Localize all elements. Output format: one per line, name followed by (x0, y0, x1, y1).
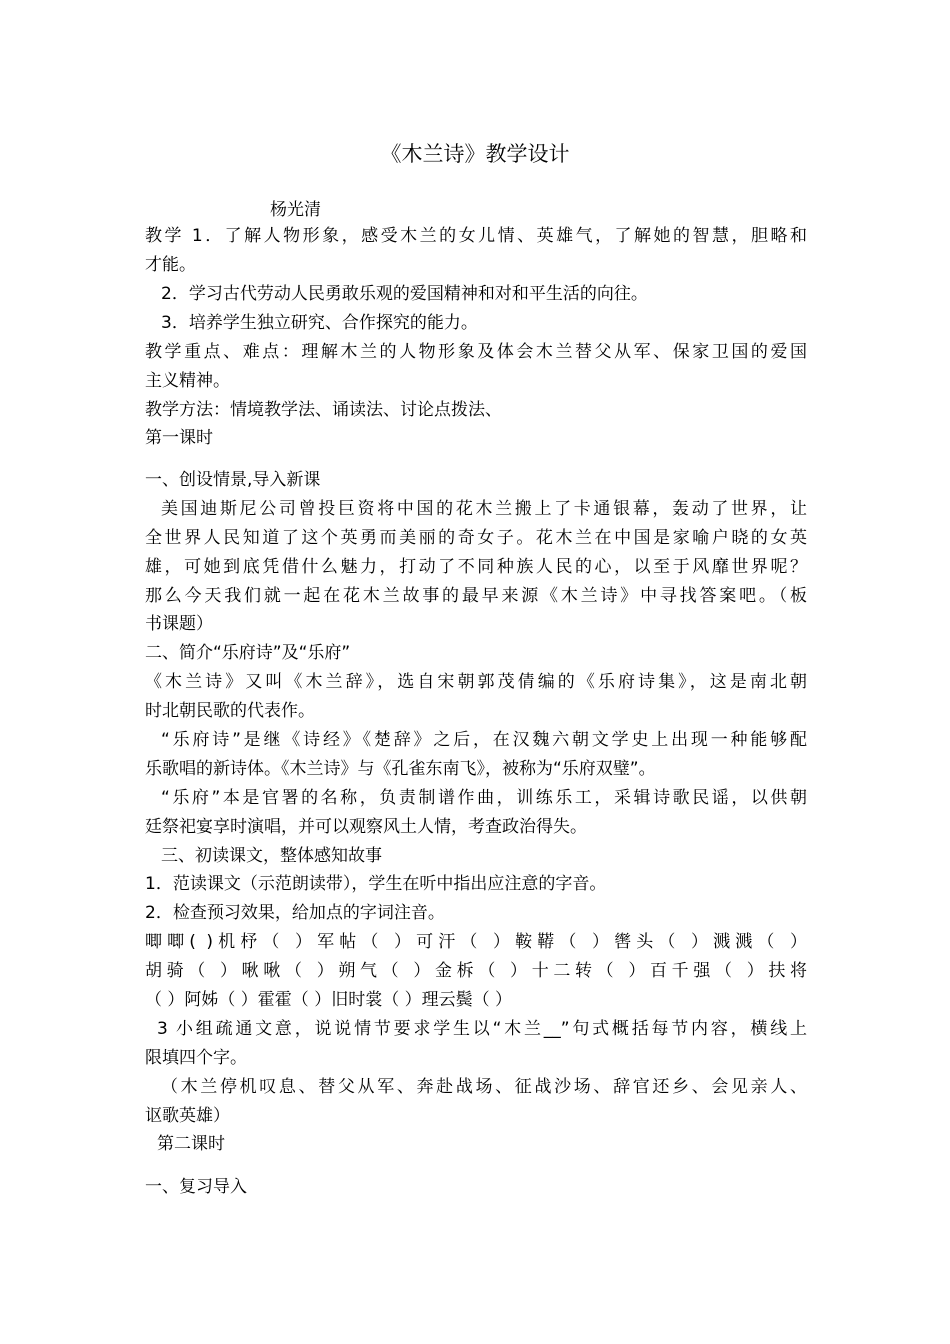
lesson-one-heading: 第一课时 (145, 428, 213, 448)
objective-line-2: 2．学习古代劳动人民勇敢乐观的爱国精神和对和平生活的向往。 (161, 284, 648, 304)
objective-line-1: 教学 1．了解人物形象，感受木兰的女儿情、英雄气，了解她的智慧，胆略和 (145, 226, 807, 246)
objective-line-1-cont: 才能。 (145, 255, 196, 275)
yuefu-paragraph-line: 《木兰诗》又叫《木兰辞》，选自宋朝郭茂倩编的《乐府诗集》，这是南北朝 (145, 672, 807, 692)
document-title: 《木兰诗》教学设计 (380, 142, 570, 166)
section-3-heading: 三、初读课文，整体感知故事 (161, 846, 382, 866)
pronunciation-line: 唧唧( )机杼（ ）军帖（ ）可汗（ ）鞍鞯（ ）辔头（ ）溅溅（ ） (145, 932, 807, 952)
intro-paragraph-line: 雄，可她到底凭借什么魅力，打动了不同种族人民的心，以至于风靡世界呢？ (145, 557, 807, 577)
step-2-line: 2．检查预习效果，给加点的字词注音。 (145, 903, 445, 923)
yuefu-paragraph-line: 廷祭祀宴享时演唱，并可以观察风土人情，考查政治得失。 (145, 817, 587, 837)
plot-summary-line: （木兰停机叹息、替父从军、奔赴战场、征战沙场、辞官还乡、会见亲人、 (161, 1077, 807, 1097)
intro-paragraph-line: 全世界人民知道了这个英勇而美丽的奇女子。花木兰在中国是家喻户晓的女英 (145, 528, 807, 548)
author-name: 杨光清 (270, 200, 321, 220)
objective-line-3: 3．培养学生独立研究、合作探究的能力。 (161, 313, 478, 333)
yuefu-paragraph-line: 乐歌唱的新诗体。《木兰诗》与《孔雀东南飞》，被称为“乐府双璧”。 (145, 759, 656, 779)
intro-paragraph-line: 那么今天我们就一起在花木兰故事的最早来源《木兰诗》中寻找答案吧。（板 (145, 586, 807, 606)
step-3-line: 3 小组疏通文意，说说情节要求学生以“木兰__”句式概括每节内容，横线上 (157, 1019, 807, 1039)
intro-paragraph-line: 书课题） (145, 614, 213, 634)
key-points-line: 教学重点、难点：理解木兰的人物形象及体会木兰替父从军、保家卫国的爱国 (145, 342, 807, 362)
pronunciation-line: 胡骑（ ）啾啾（ ）朔气（ ）金柝（ ）十二转（ ）百千强（ ）扶将 (145, 961, 807, 981)
yuefu-paragraph-line: “乐府诗”是继《诗经》《楚辞》之后，在汉魏六朝文学史上出现一种能够配 (161, 730, 807, 750)
plot-summary-line-cont: 讴歌英雄） (145, 1106, 230, 1126)
teaching-methods-line: 教学方法：情境教学法、诵读法、讨论点拨法、 (145, 400, 502, 420)
yuefu-paragraph-line: “乐府”本是官署的名称，负责制谱作曲，训练乐工，采辑诗歌民谣，以供朝 (161, 788, 807, 808)
pronunciation-line: （ ）阿姊（ ）霍霍（ ）旧时裳（ ）理云鬓（ ） (145, 990, 513, 1010)
section-1-heading: 一、创设情景,导入新课 (145, 470, 321, 490)
key-points-line-cont: 主义精神。 (145, 371, 230, 391)
lesson-two-heading: 第二课时 (157, 1134, 225, 1154)
yuefu-paragraph-line: 时北朝民歌的代表作。 (145, 701, 315, 721)
section-2-heading: 二、简介“乐府诗”及“乐府” (145, 643, 351, 663)
review-heading: 一、复习导入 (145, 1177, 247, 1197)
intro-paragraph-line: 美国迪斯尼公司曾投巨资将中国的花木兰搬上了卡通银幕，轰动了世界，让 (161, 499, 807, 519)
step-3-line-cont: 限填四个字。 (145, 1048, 247, 1068)
step-1-line: 1．范读课文（示范朗读带），学生在听中指出应注意的字音。 (145, 874, 607, 894)
